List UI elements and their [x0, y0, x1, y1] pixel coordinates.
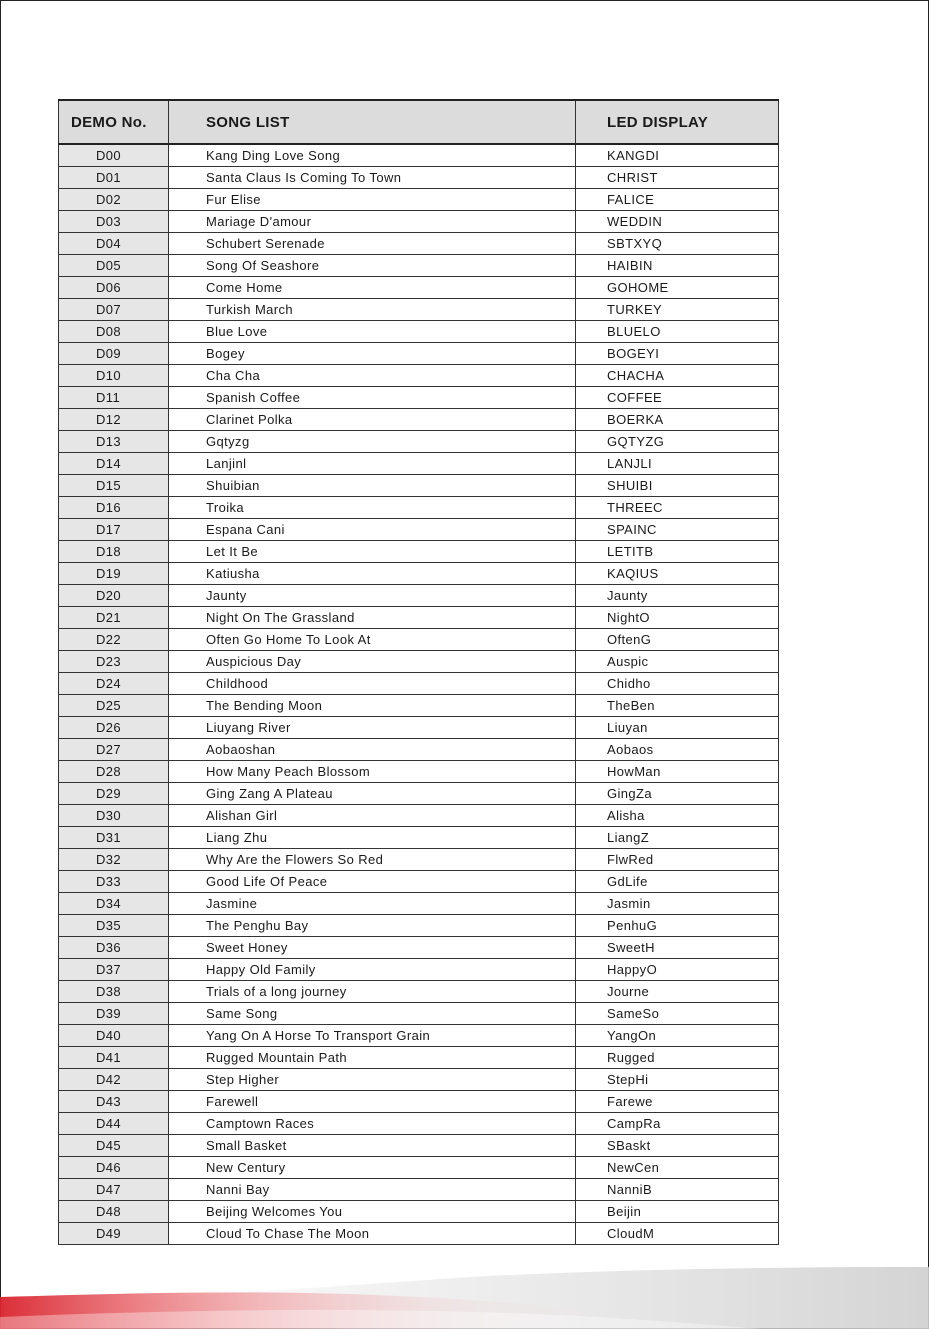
demo-number-cell: D13: [59, 431, 169, 453]
song-title-cell: Why Are the Flowers So Red: [169, 849, 576, 871]
song-title-cell: Let It Be: [169, 541, 576, 563]
table-row: [59, 233, 779, 255]
led-display-cell: SBTXYQ: [576, 233, 779, 255]
table-row: [59, 409, 779, 431]
led-display-cell: SBaskt: [576, 1135, 779, 1157]
demo-number-cell: D29: [59, 783, 169, 805]
song-title-cell: Liang Zhu: [169, 827, 576, 849]
led-display-cell: NewCen: [576, 1157, 779, 1179]
song-title-cell: Rugged Mountain Path: [169, 1047, 576, 1069]
demo-number-cell: D35: [59, 915, 169, 937]
song-title-cell: Jasmine: [169, 893, 576, 915]
demo-number-cell: D23: [59, 651, 169, 673]
song-title-cell: Bogey: [169, 343, 576, 365]
table-row: [59, 959, 779, 981]
song-title-cell: Trials of a long journey: [169, 981, 576, 1003]
table-row: [59, 1025, 779, 1047]
demo-number-cell: D45: [59, 1135, 169, 1157]
song-title-cell: Schubert Serenade: [169, 233, 576, 255]
led-display-cell: CloudM: [576, 1223, 779, 1245]
song-title-cell: Yang On A Horse To Transport Grain: [169, 1025, 576, 1047]
led-display-cell: CampRa: [576, 1113, 779, 1135]
song-title-cell: Farewell: [169, 1091, 576, 1113]
song-title-cell: Same Song: [169, 1003, 576, 1025]
demo-number-cell: D25: [59, 695, 169, 717]
led-display-cell: StepHi: [576, 1069, 779, 1091]
led-display-cell: COFFEE: [576, 387, 779, 409]
demo-number-cell: D24: [59, 673, 169, 695]
table-row: [59, 255, 779, 277]
led-display-cell: BLUELO: [576, 321, 779, 343]
table-row: [59, 783, 779, 805]
song-title-cell: Childhood: [169, 673, 576, 695]
song-title-cell: The Bending Moon: [169, 695, 576, 717]
table-row: [59, 189, 779, 211]
table-row: [59, 365, 779, 387]
table-header-row: [59, 100, 779, 144]
demo-number-cell: D00: [59, 144, 169, 167]
table-row: [59, 321, 779, 343]
song-title-cell: Nanni Bay: [169, 1179, 576, 1201]
demo-number-cell: D49: [59, 1223, 169, 1245]
demo-number-cell: D18: [59, 541, 169, 563]
led-display-cell: HowMan: [576, 761, 779, 783]
demo-number-cell: D21: [59, 607, 169, 629]
led-display-cell: SPAINC: [576, 519, 779, 541]
song-title-cell: Beijing Welcomes You: [169, 1201, 576, 1223]
led-display-cell: FALICE: [576, 189, 779, 211]
song-title-cell: Come Home: [169, 277, 576, 299]
table-row: [59, 541, 779, 563]
led-display-cell: Alisha: [576, 805, 779, 827]
led-display-cell: GdLife: [576, 871, 779, 893]
demo-number-cell: D44: [59, 1113, 169, 1135]
demo-number-cell: D26: [59, 717, 169, 739]
demo-number-cell: D27: [59, 739, 169, 761]
led-display-cell: LANJLI: [576, 453, 779, 475]
song-title-cell: Lanjinl: [169, 453, 576, 475]
led-display-cell: YangOn: [576, 1025, 779, 1047]
demo-number-cell: D33: [59, 871, 169, 893]
demo-number-cell: D03: [59, 211, 169, 233]
song-title-cell: Camptown Races: [169, 1113, 576, 1135]
table-row: [59, 343, 779, 365]
led-display-cell: NightO: [576, 607, 779, 629]
demo-number-cell: D32: [59, 849, 169, 871]
demo-number-cell: D43: [59, 1091, 169, 1113]
led-display-cell: Jaunty: [576, 585, 779, 607]
song-title-cell: Sweet Honey: [169, 937, 576, 959]
table-row: [59, 629, 779, 651]
song-title-cell: Alishan Girl: [169, 805, 576, 827]
demo-number-cell: D01: [59, 167, 169, 189]
table-row: [59, 871, 779, 893]
song-title-cell: Step Higher: [169, 1069, 576, 1091]
table-row: [59, 761, 779, 783]
table-row: [59, 167, 779, 189]
table-row: [59, 1201, 779, 1223]
demo-number-cell: D30: [59, 805, 169, 827]
led-display-cell: LiangZ: [576, 827, 779, 849]
song-title-cell: Small Basket: [169, 1135, 576, 1157]
song-title-cell: Cloud To Chase The Moon: [169, 1223, 576, 1245]
demo-number-cell: D02: [59, 189, 169, 211]
demo-number-cell: D39: [59, 1003, 169, 1025]
led-display-cell: LETITB: [576, 541, 779, 563]
table-row: [59, 585, 779, 607]
table-row: [59, 607, 779, 629]
table-row: [59, 431, 779, 453]
table-row: [59, 1003, 779, 1025]
table-row: [59, 1223, 779, 1245]
led-display-cell: SameSo: [576, 1003, 779, 1025]
demo-number-cell: D05: [59, 255, 169, 277]
song-title-cell: How Many Peach Blossom: [169, 761, 576, 783]
header-song-list: SONG LIST: [169, 100, 576, 144]
led-display-cell: Jasmin: [576, 893, 779, 915]
table-row: [59, 937, 779, 959]
demo-number-cell: D12: [59, 409, 169, 431]
song-title-cell: Mariage D'amour: [169, 211, 576, 233]
song-title-cell: Katiusha: [169, 563, 576, 585]
header-led-display: LED DISPLAY: [576, 100, 779, 144]
led-display-cell: KANGDI: [576, 144, 779, 167]
table-row: [59, 849, 779, 871]
demo-number-cell: D20: [59, 585, 169, 607]
song-title-cell: The Penghu Bay: [169, 915, 576, 937]
demo-number-cell: D10: [59, 365, 169, 387]
table-row: [59, 144, 779, 167]
table-row: [59, 981, 779, 1003]
song-title-cell: Gqtyzg: [169, 431, 576, 453]
demo-number-cell: D08: [59, 321, 169, 343]
demo-number-cell: D11: [59, 387, 169, 409]
led-display-cell: Auspic: [576, 651, 779, 673]
demo-number-cell: D37: [59, 959, 169, 981]
table-row: [59, 277, 779, 299]
table-row: [59, 299, 779, 321]
table-row: [59, 211, 779, 233]
song-title-cell: Auspicious Day: [169, 651, 576, 673]
table-row: [59, 453, 779, 475]
song-title-cell: Clarinet Polka: [169, 409, 576, 431]
demo-number-cell: D31: [59, 827, 169, 849]
led-display-cell: WEDDIN: [576, 211, 779, 233]
led-display-cell: Beijin: [576, 1201, 779, 1223]
led-display-cell: CHACHA: [576, 365, 779, 387]
led-display-cell: BOERKA: [576, 409, 779, 431]
table-row: [59, 563, 779, 585]
led-display-cell: PenhuG: [576, 915, 779, 937]
led-display-cell: TURKEY: [576, 299, 779, 321]
table-row: [59, 651, 779, 673]
demo-number-cell: D17: [59, 519, 169, 541]
table-row: [59, 673, 779, 695]
demo-number-cell: D48: [59, 1201, 169, 1223]
demo-number-cell: D15: [59, 475, 169, 497]
song-title-cell: Aobaoshan: [169, 739, 576, 761]
led-display-cell: OftenG: [576, 629, 779, 651]
song-title-cell: Blue Love: [169, 321, 576, 343]
song-title-cell: Cha Cha: [169, 365, 576, 387]
table-row: [59, 1113, 779, 1135]
demo-number-cell: D38: [59, 981, 169, 1003]
led-display-cell: GQTYZG: [576, 431, 779, 453]
led-display-cell: SweetH: [576, 937, 779, 959]
led-display-cell: Liuyan: [576, 717, 779, 739]
led-display-cell: Aobaos: [576, 739, 779, 761]
table-row: [59, 1069, 779, 1091]
led-display-cell: Farewe: [576, 1091, 779, 1113]
led-display-cell: GingZa: [576, 783, 779, 805]
demo-number-cell: D14: [59, 453, 169, 475]
table-row: [59, 497, 779, 519]
demo-number-cell: D06: [59, 277, 169, 299]
song-title-cell: Turkish March: [169, 299, 576, 321]
demo-number-cell: D47: [59, 1179, 169, 1201]
demo-number-cell: D34: [59, 893, 169, 915]
led-display-cell: GOHOME: [576, 277, 779, 299]
table-row: [59, 893, 779, 915]
table-row: [59, 827, 779, 849]
demo-number-cell: D42: [59, 1069, 169, 1091]
table-row: [59, 805, 779, 827]
led-display-cell: Chidho: [576, 673, 779, 695]
demo-number-cell: D22: [59, 629, 169, 651]
song-title-cell: Espana Cani: [169, 519, 576, 541]
demo-number-cell: D46: [59, 1157, 169, 1179]
footer-wave-decoration: [0, 1267, 929, 1329]
song-title-cell: Shuibian: [169, 475, 576, 497]
demo-song-table: [58, 99, 779, 1245]
led-display-cell: Rugged: [576, 1047, 779, 1069]
led-display-cell: HAIBIN: [576, 255, 779, 277]
led-display-cell: FlwRed: [576, 849, 779, 871]
table-row: [59, 1179, 779, 1201]
led-display-cell: Journe: [576, 981, 779, 1003]
table-row: [59, 915, 779, 937]
song-title-cell: Liuyang River: [169, 717, 576, 739]
song-title-cell: Santa Claus Is Coming To Town: [169, 167, 576, 189]
song-title-cell: Happy Old Family: [169, 959, 576, 981]
demo-number-cell: D16: [59, 497, 169, 519]
song-title-cell: Jaunty: [169, 585, 576, 607]
led-display-cell: HappyO: [576, 959, 779, 981]
table-row: [59, 387, 779, 409]
song-title-cell: Troika: [169, 497, 576, 519]
table-body: [59, 144, 779, 1245]
demo-number-cell: D40: [59, 1025, 169, 1047]
led-display-cell: KAQIUS: [576, 563, 779, 585]
header-demo-no: DEMO No.: [59, 100, 169, 144]
demo-number-cell: D04: [59, 233, 169, 255]
song-title-cell: Kang Ding Love Song: [169, 144, 576, 167]
led-display-cell: SHUIBI: [576, 475, 779, 497]
led-display-cell: THREEC: [576, 497, 779, 519]
table-row: [59, 519, 779, 541]
table-row: [59, 695, 779, 717]
led-display-cell: CHRIST: [576, 167, 779, 189]
song-title-cell: Song Of Seashore: [169, 255, 576, 277]
song-title-cell: Spanish Coffee: [169, 387, 576, 409]
demo-number-cell: D41: [59, 1047, 169, 1069]
led-display-cell: TheBen: [576, 695, 779, 717]
song-title-cell: Ging Zang A Plateau: [169, 783, 576, 805]
led-display-cell: BOGEYI: [576, 343, 779, 365]
demo-number-cell: D09: [59, 343, 169, 365]
table-row: [59, 1047, 779, 1069]
table-row: [59, 739, 779, 761]
table-row: [59, 1135, 779, 1157]
demo-number-cell: D28: [59, 761, 169, 783]
demo-number-cell: D36: [59, 937, 169, 959]
song-title-cell: Fur Elise: [169, 189, 576, 211]
demo-number-cell: D07: [59, 299, 169, 321]
table-row: [59, 717, 779, 739]
song-title-cell: New Century: [169, 1157, 576, 1179]
song-title-cell: Often Go Home To Look At: [169, 629, 576, 651]
table-row: [59, 1157, 779, 1179]
demo-number-cell: D19: [59, 563, 169, 585]
table-row: [59, 1091, 779, 1113]
table-row: [59, 475, 779, 497]
song-title-cell: Good Life Of Peace: [169, 871, 576, 893]
song-title-cell: Night On The Grassland: [169, 607, 576, 629]
led-display-cell: NanniB: [576, 1179, 779, 1201]
